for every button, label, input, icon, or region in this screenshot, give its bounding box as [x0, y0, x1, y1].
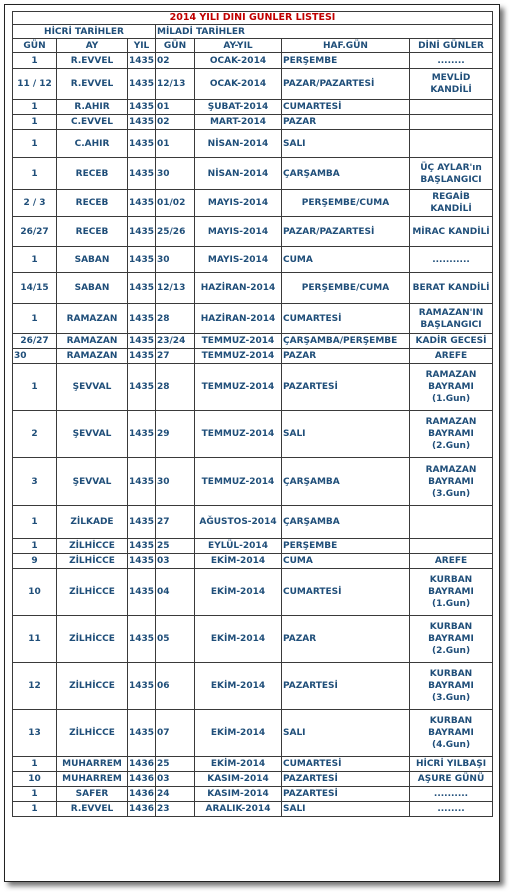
hicri-gun-cell: 3: [13, 458, 57, 506]
hicri-gun-cell: 9: [13, 554, 57, 569]
table-title: 2014 YILI DİNİ GÜNLER LİSTESİ: [13, 12, 493, 25]
dini-gun-cell: KURBAN BAYRAMI (3.Gun): [410, 663, 493, 710]
hicri-yil-cell: 1435: [128, 663, 156, 710]
dini-gun-cell: MİRAC KANDİLİ: [410, 217, 493, 247]
hicri-yil-cell: 1435: [128, 304, 156, 334]
miladi-gun-cell: 24: [156, 787, 195, 802]
miladi-ay-yil-cell: OCAK-2014: [195, 69, 282, 100]
miladi-gun-cell: 01: [156, 100, 195, 115]
hicri-yil-cell: 1435: [128, 411, 156, 458]
hicri-ay-cell: C.AHIR: [57, 130, 128, 158]
haf-gun-cell: PERŞEMBE: [282, 53, 410, 69]
miladi-gun-cell: 27: [156, 506, 195, 539]
dini-gun-cell: RAMAZAN BAYRAMI (1.Gun): [410, 364, 493, 411]
table-row: [13, 69, 493, 100]
dini-gun-cell: [410, 539, 493, 554]
miladi-gun-cell: 23: [156, 802, 195, 817]
table-container: [12, 11, 492, 875]
miladi-ay-yil-cell: TEMMUZ-2014: [195, 458, 282, 506]
hicri-gun-cell: 1: [13, 506, 57, 539]
col-header-ay-yil: AY-YIL: [195, 39, 282, 53]
miladi-gun-cell: 28: [156, 304, 195, 334]
miladi-gun-cell: 01: [156, 130, 195, 158]
dini-gun-cell: HİCRİ YILBAŞI: [410, 757, 493, 772]
hicri-ay-cell: ŞEVVAL: [57, 458, 128, 506]
hicri-ay-cell: ZİLKADE: [57, 506, 128, 539]
table-row: [13, 217, 493, 247]
haf-gun-cell: SALI: [282, 710, 410, 757]
hicri-ay-cell: R.EVVEL: [57, 69, 128, 100]
miladi-gun-cell: 02: [156, 53, 195, 69]
hicri-gun-cell: 1: [13, 130, 57, 158]
table-row: [13, 53, 493, 69]
hicri-yil-cell: 1435: [128, 158, 156, 190]
table-row: [13, 554, 493, 569]
miladi-ay-yil-cell: EKİM-2014: [195, 554, 282, 569]
haf-gun-cell: SALI: [282, 411, 410, 458]
table-row: [13, 115, 493, 130]
hicri-ay-cell: RECEB: [57, 190, 128, 217]
haf-gun-cell: CUMA: [282, 247, 410, 273]
dini-gun-cell: KURBAN BAYRAMI (4.Gun): [410, 710, 493, 757]
hicri-yil-cell: 1436: [128, 787, 156, 802]
dini-gun-cell: MEVLİD KANDİLİ: [410, 69, 493, 100]
hicri-yil-cell: 1435: [128, 69, 156, 100]
hicri-yil-cell: 1435: [128, 616, 156, 663]
miladi-gun-cell: 02: [156, 115, 195, 130]
table-row: [13, 802, 493, 817]
dini-gun-cell: RAMAZAN BAYRAMI (2.Gun): [410, 411, 493, 458]
hicri-gun-cell: 12: [13, 663, 57, 710]
miladi-gun-cell: 27: [156, 349, 195, 364]
haf-gun-cell: PAZARTESİ: [282, 772, 410, 787]
haf-gun-cell: CUMA: [282, 554, 410, 569]
hicri-ay-cell: ZİLHİCCE: [57, 710, 128, 757]
miladi-ay-yil-cell: TEMMUZ-2014: [195, 334, 282, 349]
miladi-gun-cell: 01/02: [156, 190, 195, 217]
hicri-gun-cell: 1: [13, 247, 57, 273]
hicri-gun-cell: 1: [13, 115, 57, 130]
hicri-ay-cell: RAMAZAN: [57, 334, 128, 349]
table-row: [13, 663, 493, 710]
hicri-yil-cell: 1435: [128, 247, 156, 273]
miladi-gun-cell: 12/13: [156, 273, 195, 304]
hicri-gun-cell: 1: [13, 304, 57, 334]
miladi-ay-yil-cell: HAZİRAN-2014: [195, 304, 282, 334]
miladi-gun-cell: 30: [156, 458, 195, 506]
table-row: [13, 304, 493, 334]
hicri-ay-cell: MUHARREM: [57, 757, 128, 772]
miladi-ay-yil-cell: KASIM-2014: [195, 787, 282, 802]
table-row: [13, 506, 493, 539]
hicri-ay-cell: RAMAZAN: [57, 304, 128, 334]
table-row: [13, 247, 493, 273]
haf-gun-cell: PERŞEMBE: [282, 539, 410, 554]
miladi-ay-yil-cell: HAZİRAN-2014: [195, 273, 282, 304]
table-row: [13, 757, 493, 772]
dini-gun-cell: ........: [410, 802, 493, 817]
hicri-ay-cell: ZİLHİCCE: [57, 616, 128, 663]
table-row: [13, 334, 493, 349]
hicri-yil-cell: 1436: [128, 757, 156, 772]
dini-gun-cell: [410, 115, 493, 130]
miladi-gun-cell: 25/26: [156, 217, 195, 247]
miladi-ay-yil-cell: AĞUSTOS-2014: [195, 506, 282, 539]
hicri-ay-cell: R.EVVEL: [57, 802, 128, 817]
dini-gun-cell: ..........: [410, 787, 493, 802]
miladi-gun-cell: 03: [156, 772, 195, 787]
table-row: [13, 569, 493, 616]
hicri-yil-cell: 1435: [128, 458, 156, 506]
dini-gun-cell: ...........: [410, 247, 493, 273]
hicri-ay-cell: SABAN: [57, 247, 128, 273]
miladi-ay-yil-cell: EKİM-2014: [195, 710, 282, 757]
miladi-ay-yil-cell: NİSAN-2014: [195, 158, 282, 190]
miladi-ay-yil-cell: MART-2014: [195, 115, 282, 130]
col-header-dini-gunler: DİNİ GÜNLER: [410, 39, 493, 53]
table-row: [13, 772, 493, 787]
miladi-gun-cell: 25: [156, 539, 195, 554]
haf-gun-cell: PERŞEMBE/CUMA: [282, 273, 410, 304]
miladi-ay-yil-cell: ARALIK-2014: [195, 802, 282, 817]
miladi-group-header: MİLADİ TARİHLER: [156, 25, 493, 39]
col-header-ay: AY: [57, 39, 128, 53]
haf-gun-cell: CUMARTESİ: [282, 100, 410, 115]
table-row: [13, 158, 493, 190]
hicri-group-header: HİCRİ TARİHLER: [13, 25, 156, 39]
table-row: [13, 190, 493, 217]
hicri-gun-cell: 1: [13, 787, 57, 802]
miladi-gun-cell: 12/13: [156, 69, 195, 100]
haf-gun-cell: CUMARTESİ: [282, 304, 410, 334]
dini-gun-cell: AREFE: [410, 349, 493, 364]
hicri-gun-cell: 11 / 12: [13, 69, 57, 100]
miladi-gun-cell: 04: [156, 569, 195, 616]
hicri-gun-cell: 13: [13, 710, 57, 757]
hicri-ay-cell: SABAN: [57, 273, 128, 304]
hicri-gun-cell: 10: [13, 569, 57, 616]
haf-gun-cell: SALI: [282, 802, 410, 817]
hicri-yil-cell: 1435: [128, 100, 156, 115]
miladi-gun-cell: 28: [156, 364, 195, 411]
miladi-ay-yil-cell: MAYIS-2014: [195, 190, 282, 217]
haf-gun-cell: PAZAR: [282, 115, 410, 130]
miladi-ay-yil-cell: TEMMUZ-2014: [195, 411, 282, 458]
haf-gun-cell: PAZARTESİ: [282, 663, 410, 710]
hicri-ay-cell: SAFER: [57, 787, 128, 802]
hicri-ay-cell: ZİLHİCCE: [57, 663, 128, 710]
hicri-ay-cell: MUHARREM: [57, 772, 128, 787]
hicri-yil-cell: 1436: [128, 772, 156, 787]
dini-gun-cell: KURBAN BAYRAMI (2.Gun): [410, 616, 493, 663]
hicri-yil-cell: 1435: [128, 349, 156, 364]
miladi-gun-cell: 29: [156, 411, 195, 458]
hicri-ay-cell: R.AHIR: [57, 100, 128, 115]
miladi-gun-cell: 23/24: [156, 334, 195, 349]
miladi-ay-yil-cell: OCAK-2014: [195, 53, 282, 69]
document-frame: [4, 4, 500, 882]
hicri-yil-cell: 1435: [128, 115, 156, 130]
miladi-gun-cell: 05: [156, 616, 195, 663]
dini-gun-cell: REGAİB KANDİLİ: [410, 190, 493, 217]
hicri-gun-cell: 1: [13, 802, 57, 817]
hicri-ay-cell: C.EVVEL: [57, 115, 128, 130]
table-row: [13, 100, 493, 115]
table-row: [13, 787, 493, 802]
dini-gun-cell: AŞURE GÜNÜ: [410, 772, 493, 787]
haf-gun-cell: ÇARŞAMBA: [282, 506, 410, 539]
table-row: [13, 130, 493, 158]
dini-gun-cell: [410, 506, 493, 539]
hicri-gun-cell: 2: [13, 411, 57, 458]
haf-gun-cell: PAZAR/PAZARTESİ: [282, 69, 410, 100]
table-row: [13, 539, 493, 554]
col-header-yil: YIL: [128, 39, 156, 53]
miladi-gun-cell: 03: [156, 554, 195, 569]
dini-gun-cell: KADİR GECESİ: [410, 334, 493, 349]
dini-gun-cell: RAMAZAN BAYRAMI (3.Gun): [410, 458, 493, 506]
hicri-gun-cell: 10: [13, 772, 57, 787]
hicri-gun-cell: 1: [13, 53, 57, 69]
haf-gun-cell: CUMARTESİ: [282, 757, 410, 772]
haf-gun-cell: ÇARŞAMBA/PERŞEMBE: [282, 334, 410, 349]
dini-gun-cell: AREFE: [410, 554, 493, 569]
hicri-yil-cell: 1435: [128, 710, 156, 757]
haf-gun-cell: ÇARŞAMBA: [282, 158, 410, 190]
col-header-hicri-gun: GÜN: [13, 39, 57, 53]
hicri-yil-cell: 1435: [128, 569, 156, 616]
hicri-gun-cell: 26/27: [13, 217, 57, 247]
haf-gun-cell: PAZAR: [282, 349, 410, 364]
col-header-haf-gun: HAF.GÜN: [282, 39, 410, 53]
hicri-ay-cell: R.EVVEL: [57, 53, 128, 69]
haf-gun-cell: PAZARTESİ: [282, 787, 410, 802]
hicri-gun-cell: 1: [13, 158, 57, 190]
religious-days-table: [12, 11, 493, 817]
hicri-yil-cell: 1435: [128, 364, 156, 411]
table-row: [13, 364, 493, 411]
col-header-miladi-gun: GÜN: [156, 39, 195, 53]
dini-gun-cell: RAMAZAN'IN BAŞLANGICI: [410, 304, 493, 334]
haf-gun-cell: PAZAR/PAZARTESİ: [282, 217, 410, 247]
hicri-gun-cell: 30: [13, 349, 57, 364]
dini-gun-cell: [410, 100, 493, 115]
hicri-yil-cell: 1435: [128, 273, 156, 304]
haf-gun-cell: PERŞEMBE/CUMA: [282, 190, 410, 217]
miladi-gun-cell: 07: [156, 710, 195, 757]
miladi-ay-yil-cell: TEMMUZ-2014: [195, 349, 282, 364]
hicri-yil-cell: 1435: [128, 334, 156, 349]
table-row: [13, 710, 493, 757]
miladi-ay-yil-cell: MAYIS-2014: [195, 247, 282, 273]
table-row: [13, 273, 493, 304]
haf-gun-cell: PAZAR: [282, 616, 410, 663]
hicri-ay-cell: RAMAZAN: [57, 349, 128, 364]
hicri-ay-cell: ŞEVVAL: [57, 364, 128, 411]
hicri-yil-cell: 1435: [128, 506, 156, 539]
table-row: [13, 458, 493, 506]
hicri-gun-cell: 1: [13, 364, 57, 411]
hicri-yil-cell: 1435: [128, 554, 156, 569]
table-row: [13, 349, 493, 364]
miladi-gun-cell: 06: [156, 663, 195, 710]
hicri-gun-cell: 11: [13, 616, 57, 663]
hicri-yil-cell: 1435: [128, 217, 156, 247]
miladi-ay-yil-cell: ŞUBAT-2014: [195, 100, 282, 115]
miladi-gun-cell: 30: [156, 247, 195, 273]
miladi-ay-yil-cell: EKİM-2014: [195, 663, 282, 710]
dini-gun-cell: ÜÇ AYLAR'ın BAŞLANGICI: [410, 158, 493, 190]
dini-gun-cell: BERAT KANDİLİ: [410, 273, 493, 304]
miladi-ay-yil-cell: EKİM-2014: [195, 757, 282, 772]
miladi-ay-yil-cell: MAYIS-2014: [195, 217, 282, 247]
hicri-ay-cell: RECEB: [57, 217, 128, 247]
haf-gun-cell: CUMARTESİ: [282, 569, 410, 616]
hicri-yil-cell: 1435: [128, 130, 156, 158]
hicri-gun-cell: 14/15: [13, 273, 57, 304]
haf-gun-cell: PAZARTESİ: [282, 364, 410, 411]
hicri-ay-cell: ŞEVVAL: [57, 411, 128, 458]
miladi-gun-cell: 30: [156, 158, 195, 190]
miladi-ay-yil-cell: EKİM-2014: [195, 569, 282, 616]
hicri-gun-cell: 1: [13, 539, 57, 554]
hicri-ay-cell: ZİLHİCCE: [57, 554, 128, 569]
hicri-gun-cell: 26/27: [13, 334, 57, 349]
miladi-ay-yil-cell: EYLÜL-2014: [195, 539, 282, 554]
hicri-ay-cell: ZİLHİCCE: [57, 539, 128, 554]
miladi-gun-cell: 25: [156, 757, 195, 772]
hicri-gun-cell: 1: [13, 100, 57, 115]
hicri-yil-cell: 1435: [128, 53, 156, 69]
dini-gun-cell: [410, 130, 493, 158]
hicri-yil-cell: 1435: [128, 539, 156, 554]
miladi-ay-yil-cell: EKİM-2014: [195, 616, 282, 663]
haf-gun-cell: ÇARŞAMBA: [282, 458, 410, 506]
miladi-ay-yil-cell: TEMMUZ-2014: [195, 364, 282, 411]
dini-gun-cell: ........: [410, 53, 493, 69]
dini-gun-cell: KURBAN BAYRAMI (1.Gun): [410, 569, 493, 616]
hicri-yil-cell: 1435: [128, 190, 156, 217]
miladi-ay-yil-cell: KASIM-2014: [195, 772, 282, 787]
hicri-yil-cell: 1436: [128, 802, 156, 817]
table-row: [13, 616, 493, 663]
hicri-ay-cell: RECEB: [57, 158, 128, 190]
hicri-gun-cell: 2 / 3: [13, 190, 57, 217]
table-row: [13, 411, 493, 458]
miladi-ay-yil-cell: NİSAN-2014: [195, 130, 282, 158]
haf-gun-cell: SALI: [282, 130, 410, 158]
hicri-ay-cell: ZİLHİCCE: [57, 569, 128, 616]
hicri-gun-cell: 1: [13, 757, 57, 772]
